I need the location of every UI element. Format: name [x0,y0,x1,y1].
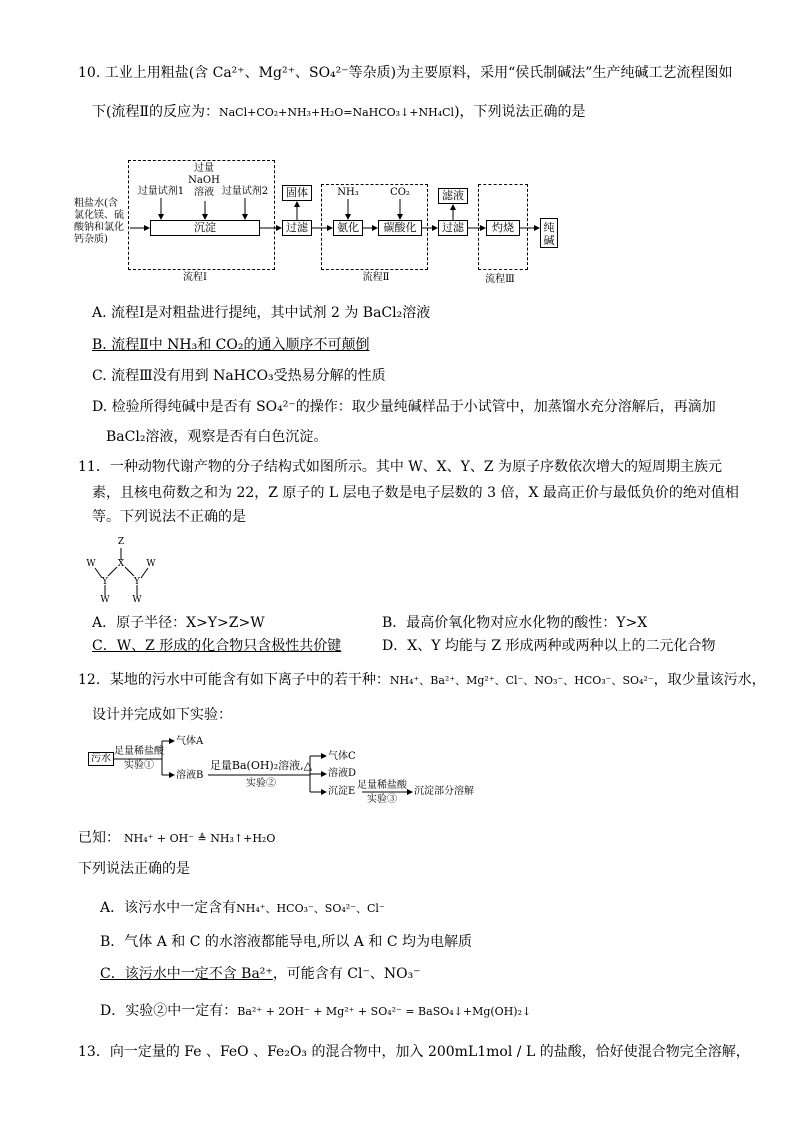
baoh-label: 足量Ba(OH)₂溶液,△ [209,759,313,772]
q13-line1: 13．向一定量的 Fe 、FeO 、Fe₂O₃ 的混合物中，加入 200mL1mol / L 的盐酸，恰好使混合物完全溶解， [78,1044,750,1060]
q10-stem-text-a: 下(流程Ⅱ的反应为： [92,104,219,120]
q10-option-c: C. 流程Ⅲ没有用到 NaHCO₃受热易分解的性质 [92,368,386,384]
q11-line3: 等。下列说法不正确的是 [92,509,246,525]
exp1-label: 实验① [124,760,154,771]
atom-w-1: W [86,559,96,569]
carbonate-box: 碳酸化 [378,220,422,236]
q10-option-d-line2: BaCl₂溶液，观察是否有白色沉淀。 [106,429,328,445]
q12-option-c-rest: ，可能含有 Cl⁻、NO₃⁻ [272,966,421,982]
gas-a-label: 气体A [176,736,204,747]
q12-option-a [100,899,385,918]
q10-option-b: B. 流程Ⅱ中 NH₃和 CO₂的通入顺序不可颠倒 [92,337,370,353]
flow2-label: 流程Ⅱ [362,272,390,283]
calcine-box: 灼烧 [486,220,520,236]
naoh-label: 过量 NaOH 溶液 [188,163,220,198]
acid3-label: 足量稀盐酸 [357,780,407,791]
filter2-box: 过滤 [438,220,468,236]
q11-line2: 素，且核电荷数之和为 22，Z 原子的 L 层电子数是电子层数的 3 倍，X 最高正价与最低负价的绝对值相 [92,485,739,501]
atom-x: X [117,559,125,569]
q10-stem-text-b: )，下列说法正确的是 [454,104,586,120]
q12-ions: NH₄⁺、Ba²⁺、Mg²⁺、Cl⁻、NO₃⁻、HCO₃⁻、SO₄²⁻ [389,674,654,687]
co2-label: CO₂ [390,187,410,198]
precip-box: 沉淀 [150,220,260,236]
atom-y-right: Y [134,577,140,587]
q11-option-a: A．原子半径：X>Y>Z>W [92,615,265,631]
solid-box: 固体 [282,185,312,201]
q11-option-c: C．W、Z 形成的化合物只含极性共价键 [92,638,342,654]
acid1-label: 足量稀盐酸 [114,746,164,757]
reagent2-label: 过量试剂2 [221,186,269,197]
q11-line1: 11．一种动物代谢产物的分子结构式如图所示。其中 W、X、Y、Z 为原子序数依次增大的短周期主族元 [78,459,723,475]
q12-line1-b: ，取少量该污水， [653,672,766,688]
q12-line1-a: 12．某地的污水中可能含有如下离子中的若干种： [78,672,390,688]
q10-reaction: NaCl+CO₂+NH₃+H₂O=NaHCO₃↓+NH₄Cl [218,106,455,119]
q12-prompt: 下列说法正确的是 [78,861,190,877]
q11-option-d: D．X、Y 均能与 Z 形成两种或两种以上的二元化合物 [382,638,716,654]
atom-z: Z [117,537,125,547]
sol-d-label: 溶液D [328,768,357,779]
q12-known-label: 已知： [78,830,120,846]
q12-option-d-text: D．实验②中一定有： [100,1003,238,1019]
q10-stem-line1: 10. 工业上用粗盐(含 Ca²⁺、Mg²⁺、SO₄²⁻等杂质)为主要原料，采用“侯氏制碱法”生产纯碱工艺流程图如 [78,65,733,81]
q11-option-b: B．最高价氧化物对应水化物的酸性：Y>X [382,615,648,631]
q12-known-eq: NH₄⁺ + OH⁻ ≜ NH₃↑+H₂O [124,832,276,845]
result-label: 沉淀部分溶解 [414,786,474,797]
nh3-label: NH₃ [337,187,359,198]
exp2-label: 实验② [246,778,276,789]
flow1-label: 流程Ⅰ [183,272,207,283]
atom-w-2: W [146,559,156,569]
prec-e-label: 沉淀E [328,786,356,797]
filter1-box: 过滤 [282,220,312,236]
q10-option-a: A. 流程Ⅰ是对粗盐进行提纯，其中试剂 2 为 BaCl₂溶液 [92,305,431,321]
q10-option-d-line1: D. 检验所得纯碱中是否有 SO₄²⁻的操作：取少量纯碱样品于小试管中，加蒸馏水充分溶解后，再滴加 [92,399,716,415]
atom-w-4: W [132,595,142,605]
flow3-label: 流程Ⅲ [485,274,515,285]
atom-y-left: Y [102,577,108,587]
water-box: 污水 [88,752,114,766]
q12-option-c [100,965,421,983]
filtrate-box: 滤液 [438,188,468,204]
q12-option-c-underlined: C．该污水中一定不含 Ba²⁺ [100,966,273,982]
exp3-label: 实验③ [367,794,397,805]
product-box: 纯 碱 [540,218,558,248]
q12-line2: 设计并完成如下实验： [92,707,232,723]
ammoniate-box: 氨化 [333,220,363,236]
q12-option-d [100,1002,531,1021]
q12-option-d-eq: Ba²⁺ + 2OH⁻ + Mg²⁺ + SO₄²⁻ = BaSO₄↓+Mg(OH)₂↓ [237,1005,532,1018]
q10-feed-label: 粗盐水(含 氯化镁、硫 酸钠和氯化 钙杂质) [74,198,124,245]
q12-known [78,829,275,848]
reagent1-label: 过量试剂1 [137,186,185,197]
gas-c-label: 气体C [328,751,356,762]
atom-w-3: W [100,595,110,605]
q12-option-a-ions: NH₄⁺、HCO₃⁻、SO₄²⁻、Cl⁻ [236,902,385,915]
sol-b-label: 溶液B [176,770,204,781]
q12-option-b: B．气体 A 和 C 的水溶液都能导电,所以 A 和 C 均为电解质 [100,934,472,950]
q12-option-a-text: A．该污水中一定含有 [100,900,237,916]
